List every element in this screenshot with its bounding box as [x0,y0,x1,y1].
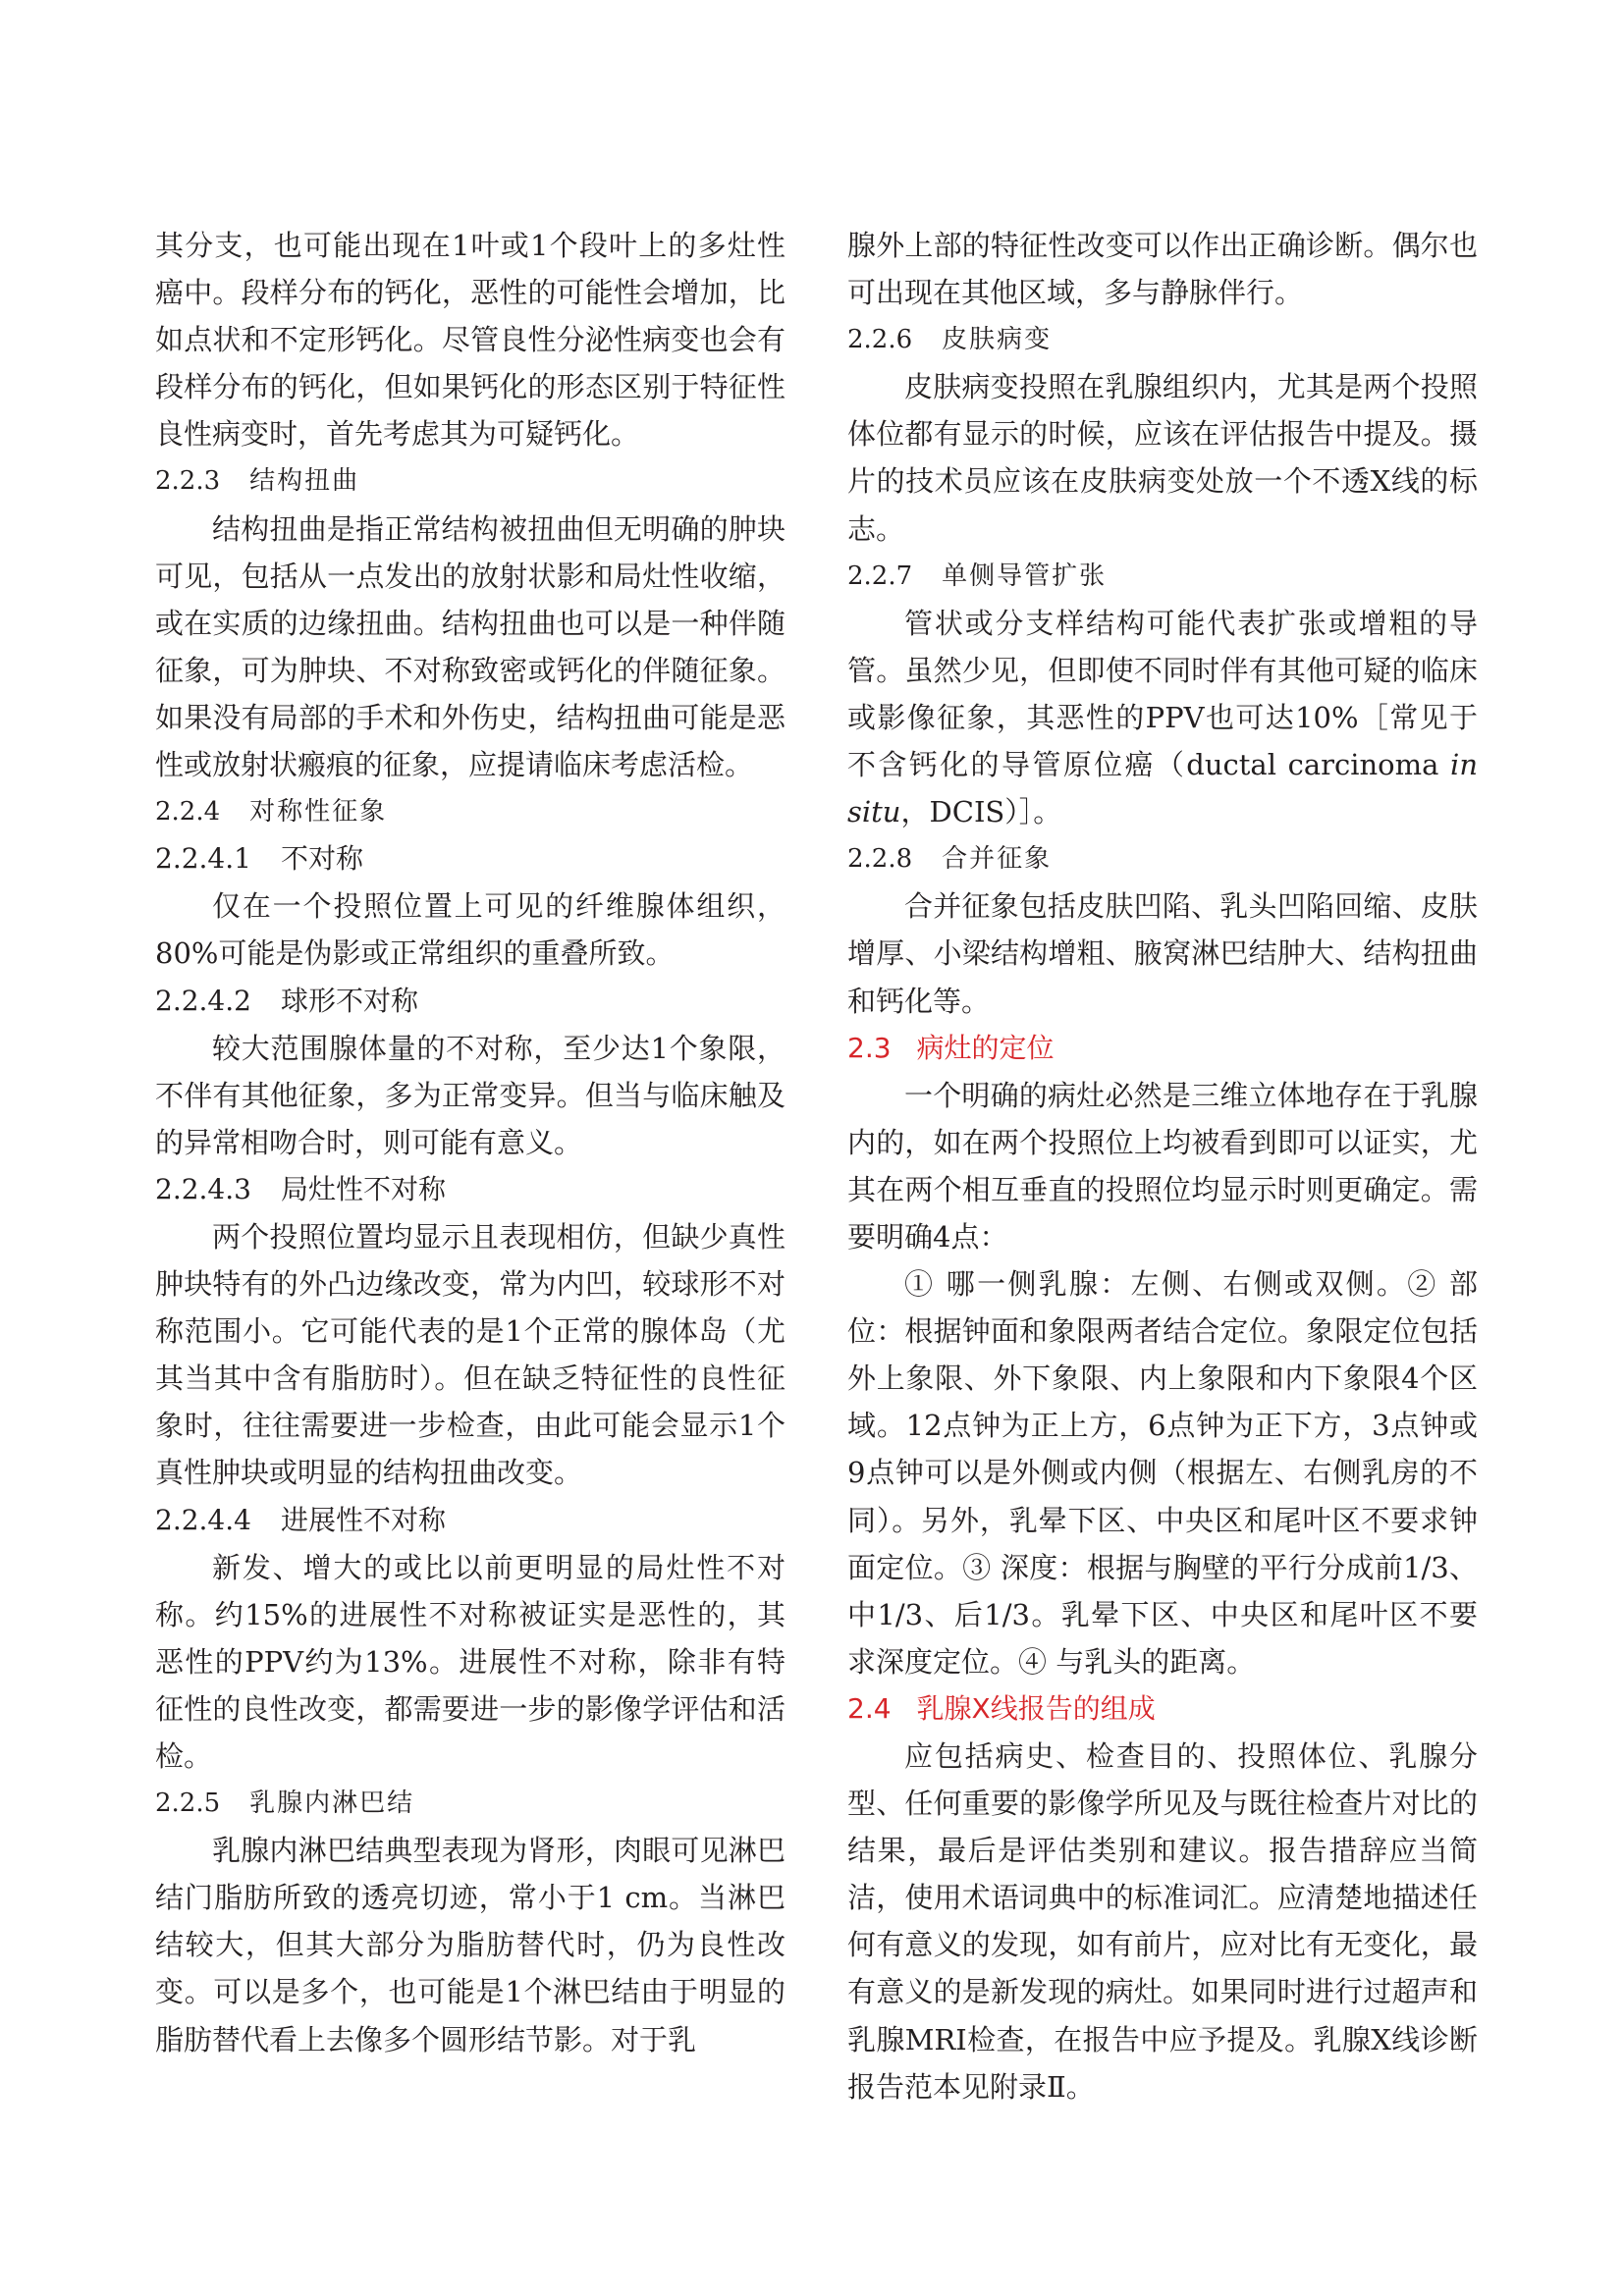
section-heading-2-2-4-2 [155,978,785,1025]
paragraph-text: 管状或分支样结构可能代表扩张或增粗的导管。虽然少见，但即使不同时伴有其他可疑的临床或影像征象，其恶性的PPV也可达10%［常见于不含钙化的导管原位癌（ductal carcinoma [847,606,1478,782]
paragraph: 应包括病史、检查目的、投照体位、乳腺分型、任何重要的影像学所见及与既往检查片对比的结果，最后是评估类别和建议。报告措辞应当简洁，使用术语词典中的标准词汇。应清楚地描述任何有意义的发现，如有前片，应对比有无变化，最有意义的是新发现的病灶。如果同时进行过超声和乳腺MRI检查，在报告中应予提及。乳腺X线诊断报告范本见附录Ⅱ。 [847,1739,1478,2104]
section-number: 2.2.5 [155,1789,221,1819]
paragraph-text: ，DCIS）］。 [900,795,1062,829]
paragraph-continuation: 其分支，也可能出现在1叶或1个段叶上的多灶性癌中。段样分布的钙化，恶性的可能性会增加，比如点状和不定形钙化。尽管良性分泌性病变也会有段样分布的钙化，但如果钙化的形态区别于特征性良性病变时，首先考虑其为可疑钙化。 [155,229,785,452]
paragraph: 皮肤病变投照在乳腺组织内，尤其是两个投照体位都有显示的时候，应该在评估报告中提及。摄片的技术员应该在皮肤病变处放一个不透X线的标志。 [847,370,1478,546]
section-heading-2-2-6 [847,316,1478,363]
section-title: 乳腺X线报告的组成 [916,1691,1156,1725]
section-title: 球形不对称 [280,984,418,1017]
section-heading-2-2-4 [155,788,785,835]
paragraph [847,600,1478,835]
section-heading-2-2-4-1 [155,835,785,882]
section-number: 2.2.6 [847,325,913,355]
section-number: 2.2.8 [847,844,913,875]
section-title: 合并征象 [942,844,1053,875]
section-number: 2.2.7 [847,561,913,591]
paragraph: 仅在一个投照位置上可见的纤维腺体组织，80%可能是伪影或正常组织的重叠所致。 [155,889,785,971]
section-heading-2-3 [847,1025,1478,1072]
italic-term: in situ [847,748,1478,829]
section-title: 单侧导管扩张 [942,561,1108,591]
section-title: 进展性不对称 [280,1503,446,1536]
section-heading-2-2-7 [847,553,1478,600]
paragraph: 两个投照位置均显示且表现相仿，但缺少真性肿块特有的外凸边缘改变，常为内凹，较球形不对称范围小。它可能代表的是1个正常的腺体岛（尤其当其中含有脂肪时）。但在缺乏特征性的良性征象时，往往需要进一步检查，由此可能会显示1个真性肿块或明显的结构扭曲改变。 [155,1219,785,1490]
section-heading-2-4 [847,1685,1478,1733]
paragraph: 乳腺内淋巴结典型表现为肾形，肉眼可见淋巴结门脂肪所致的透亮切迹，常小于1 cm。当淋巴结较大，但其大部分为脂肪替代时，仍为良性改变。可以是多个，也可能是1个淋巴结由于明显的脂肪替代看上去像多个圆形结节影。对于乳 [155,1834,785,2056]
section-title: 不对称 [280,842,363,876]
section-number: 2.2.4 [155,797,221,828]
section-number: 2.2.4.4 [155,1503,251,1536]
section-heading-2-2-8 [847,835,1478,882]
paragraph: 结构扭曲是指正常结构被扭曲但无明确的肿块可见，包括从一点发出的放射状影和局灶性收缩，或在实质的边缘扭曲。结构扭曲也可以是一种伴随征象，可为肿块、不对称致密或钙化的伴随征象。如果没有局部的手术和外伤史，结构扭曲可能是恶性或放射状瘢痕的征象，应提请临床考虑活检。 [155,511,785,782]
section-heading-2-2-3 [155,457,785,505]
section-title: 皮肤病变 [942,325,1053,355]
paragraph: ① 哪一侧乳腺：左侧、右侧或双侧。② 部位：根据钟面和象限两者结合定位。象限定位包括外上象限、外下象限、内上象限和内下象限4个区域。12点钟为正上方，6点钟为正下方，3点钟或9点钟可以是外侧或内侧（根据左、右侧乳房的不同）。另外，乳晕下区、中央区和尾叶区不要求钟面定位。③ 深度：根据与胸壁的平行分成前1/3、中1/3、后1/3。乳晕下区、中央区和尾叶区不要求深度定位。④ 与乳头的距离。 [847,1267,1478,1679]
right-column [847,222,1478,2110]
section-heading-2-2-5 [155,1780,785,1827]
section-title: 乳腺内淋巴结 [249,1789,415,1819]
paragraph: 合并征象包括皮肤凹陷、乳头凹陷回缩、皮肤增厚、小梁结构增粗、腋窝淋巴结肿大、结构扭曲和钙化等。 [847,889,1478,1018]
paragraph-continuation: 腺外上部的特征性改变可以作出正确诊断。偶尔也可出现在其他区域，多与静脉伴行。 [847,229,1478,310]
section-number: 2.2.4.1 [155,842,251,876]
paragraph: 一个明确的病灶必然是三维立体地存在于乳腺内的，如在两个投照位上均被看到即可以证实，尤其在两个相互垂直的投照位均显示时则更确定。需要明确4点： [847,1078,1478,1254]
paragraph: 较大范围腺体量的不对称，至少达1个象限，不伴有其他征象，多为正常变异。但当与临床触及的异常相吻合时，则可能有意义。 [155,1031,785,1159]
section-title: 对称性征象 [249,797,388,828]
left-column [155,222,785,2063]
section-number: 2.3 [847,1031,892,1064]
section-title: 结构扭曲 [249,466,360,497]
paragraph: 新发、增大的或比以前更明显的局灶性不对称。约15%的进展性不对称被证实是恶性的，其恶性的PPV约为13%。进展性不对称，除非有特征性的良性改变，都需要进一步的影像学评估和活检。 [155,1550,785,1773]
section-number: 2.2.3 [155,466,221,497]
section-number: 2.4 [847,1691,892,1725]
section-number: 2.2.4.2 [155,984,251,1017]
section-title: 局灶性不对称 [280,1172,446,1205]
section-number: 2.2.4.3 [155,1172,251,1205]
section-heading-2-2-4-3 [155,1166,785,1213]
section-title: 病灶的定位 [916,1031,1055,1064]
section-heading-2-2-4-4 [155,1497,785,1544]
